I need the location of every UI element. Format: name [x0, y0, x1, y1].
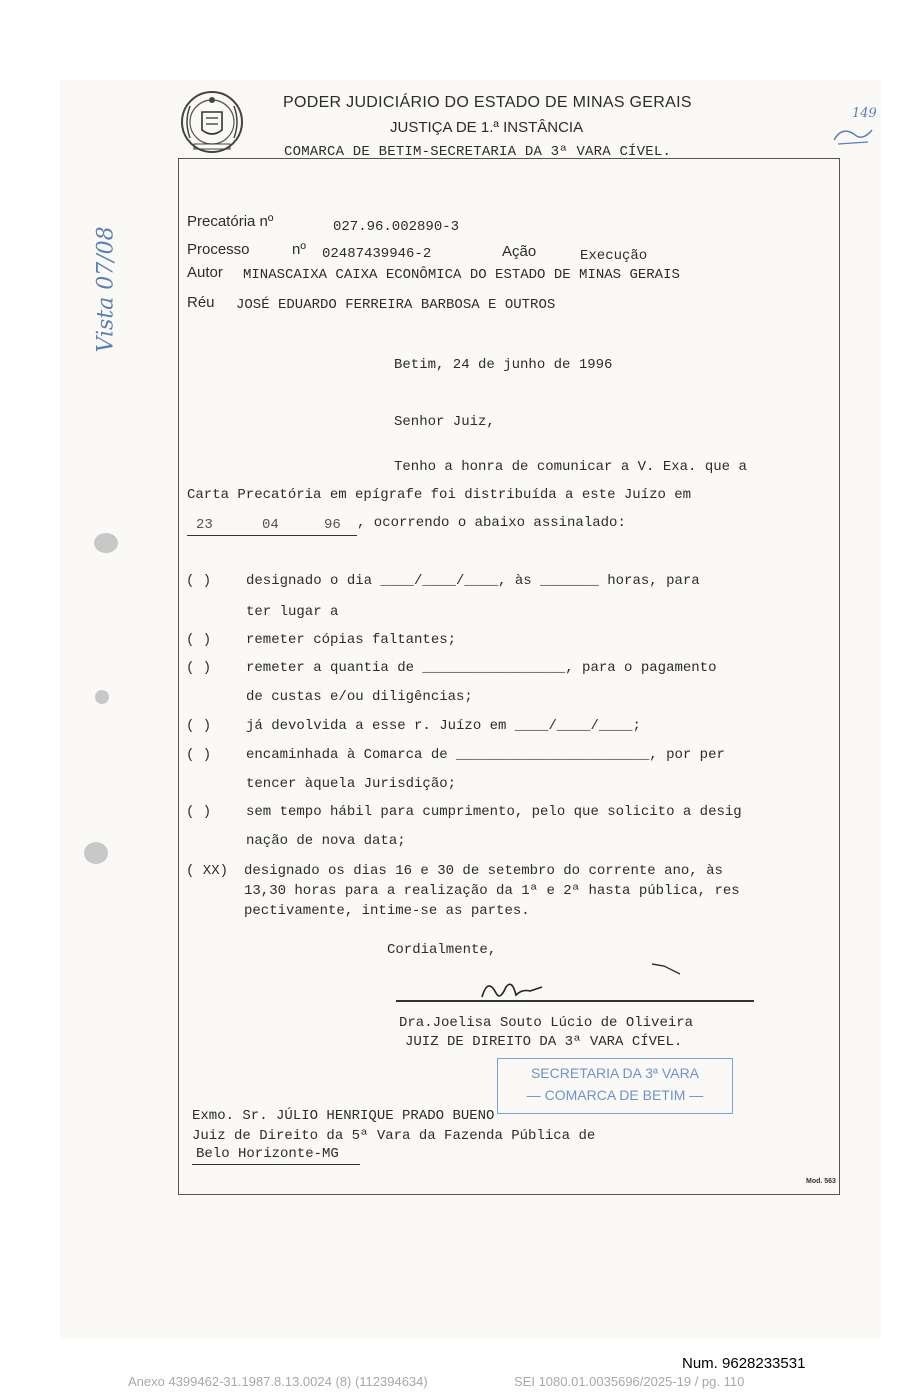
- option-7-text-cont2: pectivamente, intime-se as partes.: [244, 903, 530, 919]
- signer-title: JUIZ DE DIREITO DA 3ª VARA CÍVEL.: [405, 1034, 683, 1050]
- stamp-line-1: SECRETARIA DA 3ª VARA: [530, 1065, 700, 1081]
- margin-annotation: Vista 07/08: [93, 226, 119, 353]
- distribution-month: 04: [262, 517, 279, 533]
- reu-label: Réu: [187, 294, 215, 311]
- reu-value: JOSÉ EDUARDO FERREIRA BARBOSA E OUTROS: [236, 297, 556, 313]
- distribution-day: 23: [196, 517, 213, 533]
- option-5-text: encaminhada à Comarca de _______________________, por per: [246, 747, 725, 763]
- state-coat-of-arms-icon: [176, 86, 248, 156]
- body-line-2: Carta Precatória em epígrafe foi distribuída a este Juízo em: [187, 487, 692, 503]
- option-6-text-cont: nação de nova data;: [246, 833, 406, 849]
- processo-label: Processo: [187, 241, 250, 258]
- sei-reference: SEI 1080.01.0035696/2025-19 / pg. 110: [514, 1374, 745, 1389]
- option-5-text-cont: tencer àquela Jurisdição;: [246, 776, 457, 792]
- option-1-text-cont: ter lugar a: [246, 604, 339, 620]
- autor-label: Autor: [187, 264, 223, 281]
- body-line-3: , ocorrendo o abaixo assinalado:: [357, 515, 626, 531]
- ink-blot: [95, 690, 109, 704]
- option-3-text: remeter a quantia de _________________, para o pagamento: [246, 660, 717, 676]
- court-header-instance: JUSTIÇA DE 1.ª INSTÂNCIA: [390, 119, 584, 136]
- ink-blot: [94, 533, 118, 553]
- option-6-text: sem tempo hábil para cumprimento, pelo que solicito a desig: [246, 804, 742, 820]
- option-4-checkbox: ( ): [186, 718, 212, 734]
- option-7-text-cont: 13,30 horas para a realização da 1ª e 2ª hasta pública, res: [244, 883, 740, 899]
- salutation: Senhor Juiz,: [394, 414, 495, 430]
- page-number-scribble-icon: [828, 120, 878, 150]
- option-4-text: já devolvida a esse r. Juízo em ____/____/____;: [246, 718, 641, 734]
- closing-farewell: Cordialmente,: [387, 942, 497, 958]
- option-7-checkbox: ( XX): [186, 863, 229, 879]
- signature-line: [396, 1000, 754, 1002]
- option-3-text-cont: de custas e/ou diligências;: [246, 689, 473, 705]
- ink-blot: [84, 842, 108, 864]
- autor-value: MINASCAIXA CAIXA ECONÔMICA DO ESTADO DE MINAS GERAIS: [243, 267, 680, 283]
- court-stamp: [497, 1058, 733, 1114]
- option-6-checkbox: ( ): [186, 804, 212, 820]
- annex-reference: Anexo 4399462-31.1987.8.13.0024 (8) (112394634): [128, 1374, 428, 1389]
- processo-no-label: nº: [292, 241, 306, 258]
- distribution-year: 96: [324, 517, 341, 533]
- recipient-underline: [192, 1164, 360, 1165]
- document-number: Num. 9628233531: [682, 1355, 806, 1372]
- court-header-comarca: COMARCA DE BETIM-SECRETARIA DA 3ª VARA CÍVEL.: [284, 144, 672, 160]
- page-number-handwritten: 149: [852, 106, 877, 121]
- signer-name: Dra.Joelisa Souto Lúcio de Oliveira: [399, 1015, 694, 1031]
- precatoria-label: Precatória nº: [187, 213, 274, 230]
- option-7-text: designado os dias 16 e 30 de setembro do corrente ano, às: [244, 863, 723, 879]
- form-code: Mod. 563: [806, 1178, 836, 1185]
- date-line: Betim, 24 de junho de 1996: [394, 357, 613, 373]
- tick-mark-icon: [650, 960, 684, 978]
- distribution-date-underline: [187, 535, 357, 536]
- acao-value: Execução: [580, 248, 648, 264]
- body-line-1: Tenho a honra de comunicar a V. Exa. que a: [394, 459, 747, 475]
- option-3-checkbox: ( ): [186, 660, 212, 676]
- recipient-line-2: Juiz de Direito da 5ª Vara da Fazenda Pública de: [192, 1128, 596, 1144]
- recipient-line-1: Exmo. Sr. JÚLIO HENRIQUE PRADO BUENO: [192, 1108, 495, 1124]
- recipient-line-3: Belo Horizonte-MG: [196, 1146, 339, 1162]
- option-1-text: designado o dia ____/____/____, às _______ horas, para: [246, 573, 700, 589]
- processo-value: 02487439946-2: [322, 246, 432, 262]
- stamp-line-2: — COMARCA DE BETIM —: [526, 1087, 704, 1103]
- court-header-title: PODER JUDICIÁRIO DO ESTADO DE MINAS GERAIS: [283, 94, 692, 111]
- option-2-checkbox: ( ): [186, 632, 212, 648]
- option-2-text: remeter cópias faltantes;: [246, 632, 457, 648]
- precatoria-value: 027.96.002890-3: [333, 219, 460, 235]
- option-5-checkbox: ( ): [186, 747, 212, 763]
- acao-label: Ação: [502, 243, 537, 260]
- option-1-checkbox: ( ): [186, 573, 212, 589]
